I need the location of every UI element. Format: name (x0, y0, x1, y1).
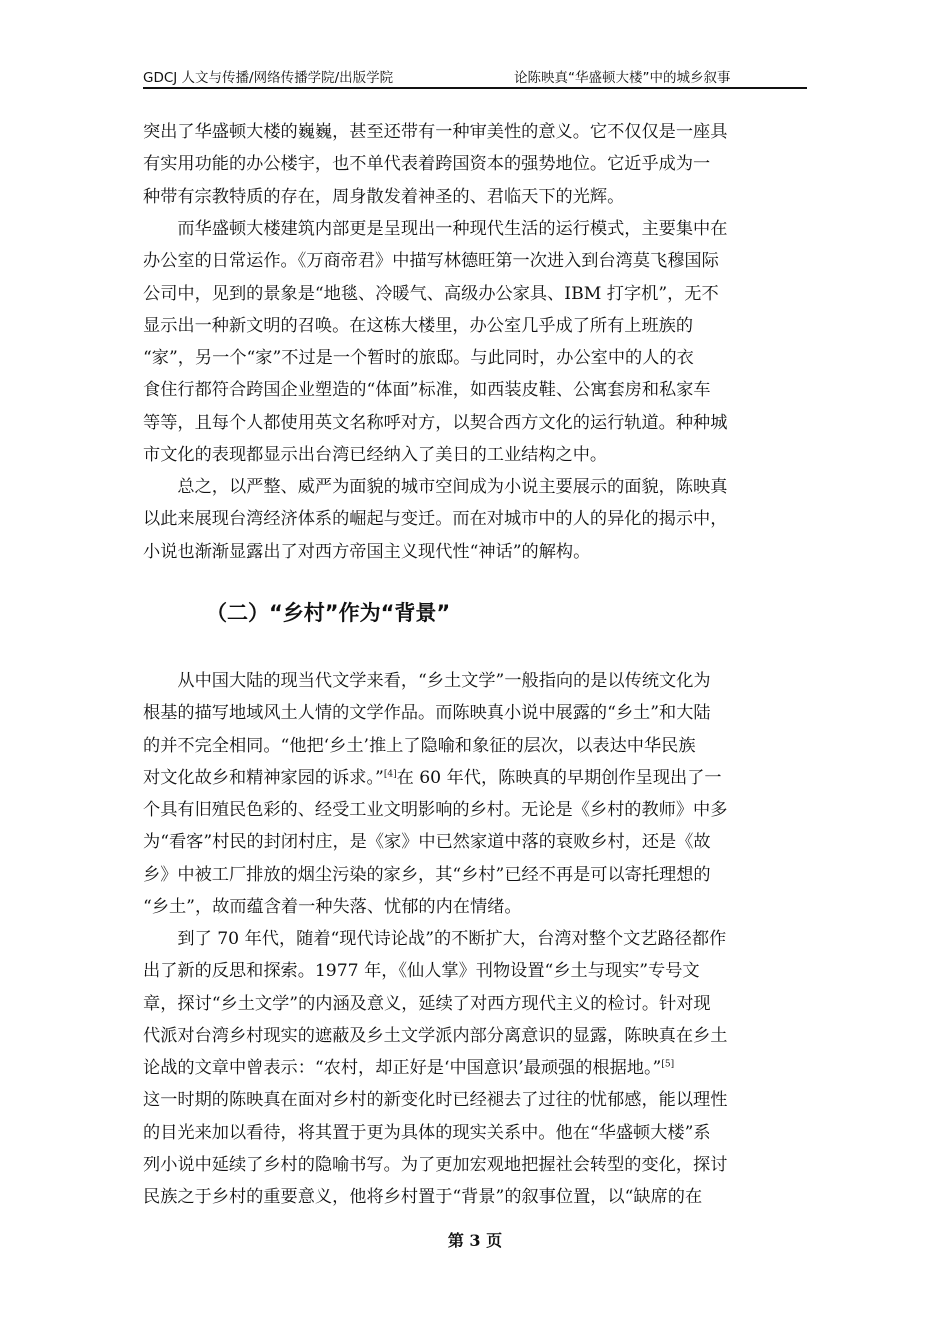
line: 民族之于乡村的重要意义，他将乡村置于“背景”的叙事位置，以“缺席的在 (143, 1187, 703, 1208)
header-left-text: GDCJ 人文与传播/网络传播学院/出版学院 (143, 70, 394, 86)
line: 列小说中延续了乡村的隐喻书写。为了更加宏观地把握社会转型的变化，探讨 (143, 1155, 728, 1176)
line: 种带有宗教特质的存在，周身散发着神圣的、君临天下的光辉。 (143, 186, 625, 207)
citation-4: [4] (383, 769, 397, 780)
line-wrap (143, 1052, 807, 1084)
line: 显示出一种新文明的召唤。在这栋大楼里，办公室几乎成了所有上班族的 (143, 315, 694, 336)
header-right-text: 论陈映真“华盛顿大楼”中的城乡叙事 (514, 70, 731, 86)
line: 论战的文章中曾表示：“农村，却正好是‘中国意识’最顽强的根据地。” (143, 1058, 662, 1079)
paragraph-3 (143, 471, 807, 568)
line: 乡》中被工厂排放的烟尘污染的家乡，其“乡村”已经不再是可以寄托理想的 (143, 864, 711, 885)
line: 的目光来加以看待，将其置于更为具体的现实关系中。他在“华盛顿大楼”系 (143, 1122, 711, 1143)
line-wrap (143, 471, 807, 503)
line: 代派对台湾乡村现实的遮蔽及乡土文学派内部分离意识的显露，陈映真在乡土 (143, 1025, 728, 1046)
line: “乡土”，故而蕴含着一种失落、忧郁的内在情绪。 (143, 897, 522, 918)
line: 而华盛顿大楼建筑内部更是呈现出一种现代生活的运行模式，主要集中在 (177, 219, 728, 239)
line: 根基的描写地域风土人情的文学作品。而陈映真小说中展露的“乡土”和大陆 (143, 703, 711, 724)
line: 章，探讨“乡土文学”的内涵及意义，延续了对西方现代主义的检讨。针对现 (143, 993, 711, 1014)
line: 等等，且每个人都使用英文名称呼对方，以契合西方文化的运行轨道。种种城 (143, 412, 728, 433)
line: 办公室的日常运作。《万商帝君》中描写林德旺第一次进入到台湾莫飞穆国际 (143, 251, 719, 272)
line: 在 60 年代，陈映真的早期创作呈现出了一 (396, 767, 722, 788)
paragraph-4 (143, 665, 807, 923)
line: 的并不完全相同。“他把‘乡土’推上了隐喻和象征的层次，以表达中华民族 (143, 735, 696, 756)
line: 到了 70 年代，随着“现代诗论战”的不断扩大，台湾对整个文艺路径都作 (177, 929, 727, 949)
line: 公司中，见到的景象是“地毯、冷暖气、高级办公家具、IBM 打字机”，无不 (143, 283, 719, 304)
page-header (143, 66, 807, 86)
line-wrap (143, 213, 807, 245)
paragraph-5 (143, 923, 807, 1214)
line: 有实用功能的办公楼宇，也不单代表着跨国资本的强势地位。它近乎成为一 (143, 154, 711, 175)
line: 食住行都符合跨国企业塑造的“体面”标准，如西装皮鞋、公寓套房和私家车 (143, 380, 711, 401)
line: 这一时期的陈映真在面对乡村的新变化时已经褪去了过往的忧郁感，能以理性 (143, 1090, 728, 1111)
line-wrap (143, 665, 807, 697)
line: 市文化的表现都显示出台湾已经纳入了美日的工业结构之中。 (143, 445, 608, 466)
page-number: 第 3 页 (447, 1231, 503, 1250)
line: 以此来展现台湾经济体系的崛起与变迁。而在对城市中的人的异化的揭示中， (143, 509, 728, 530)
citation-5: [5] (661, 1059, 675, 1070)
paragraph-1 (143, 116, 807, 213)
section-heading: （二）“乡村”作为“背景” (206, 601, 451, 625)
line-wrap (143, 762, 807, 794)
header-rule (143, 87, 807, 89)
line: 对文化故乡和精神家园的诉求。” (143, 767, 384, 788)
line: 个具有旧殖民色彩的、经受工业文明影响的乡村。无论是《乡村的教师》中多 (143, 800, 728, 821)
line: 出了新的反思和探索。1977 年，《仙人掌》刊物设置“乡土与现实”专号文 (143, 961, 700, 982)
line: 小说也渐渐显露出了对西方帝国主义现代性“神话”的解构。 (143, 541, 591, 562)
line-wrap (143, 923, 807, 955)
line: 总之，以严整、威严为面貌的城市空间成为小说主要展示的面貌，陈映真 (177, 477, 728, 497)
paragraph-2 (143, 213, 807, 471)
line: 突出了华盛顿大楼的巍巍，甚至还带有一种审美性的意义。它不仅仅是一座具 (143, 122, 728, 142)
line: “家”，另一个“家”不过是一个暂时的旅邸。与此同时，办公室中的人的衣 (143, 348, 694, 369)
line: 从中国大陆的现当代文学来看，“乡土文学”一般指向的是以传统文化为 (177, 671, 711, 691)
line: 为“看客”村民的封闭村庄，是《家》中已然家道中落的衰败乡村，还是《故 (143, 832, 711, 853)
